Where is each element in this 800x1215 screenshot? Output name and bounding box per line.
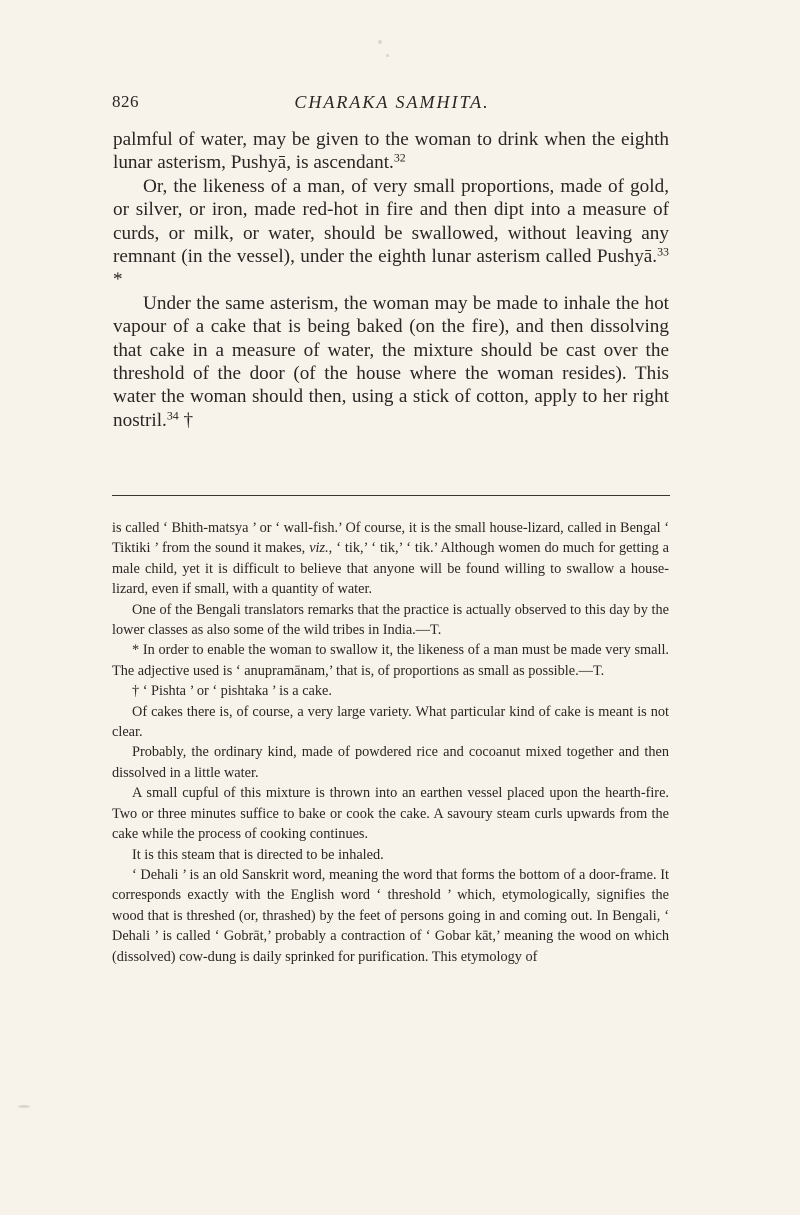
footnote-text: Probably, the ordinary kind, made of powdered rice and cocoanut mixed together and then dissolved in a little water.	[112, 744, 669, 781]
footnote-text: One of the Bengali translators remarks that the practice is actually observed to this day by the lower classes as also some of the wild tribes in India.—T.	[112, 601, 669, 639]
paper-speck	[378, 40, 382, 44]
footnote-text: * In order to enable the woman to swallow it, the likeness of a man must be made very small. The adjective used is ‘ anupramānam,’ that is, of proportions as small as possible.—T.	[112, 642, 669, 679]
footnote-text: It is this steam that is directed to be inhaled.	[132, 846, 384, 863]
paragraph-text: Or, the likeness of a man, of very small proportions, made of gold, or silver, or iron, made red-hot in fire and then dipt into a measure of curds, or milk, or water, should be swallowed, without leaving any remnant (in the vessel), under the eighth lunar asterism called Pushyā.	[113, 175, 669, 268]
footnote-text: Of cakes there is, of course, a very large variety. What particular kind of cake is meant is not clear.	[112, 703, 669, 741]
main-text	[113, 128, 669, 432]
footnote-marker: †	[178, 409, 194, 431]
footnote-separator-rule	[112, 495, 670, 496]
running-title: CHARAKA SAMHITA.	[294, 92, 490, 112]
paper-speck	[386, 54, 389, 57]
footnote-italic-text: viz.	[309, 540, 329, 557]
page-number: 826	[112, 92, 139, 111]
paragraph-text: Under the same asterism, the woman may be made to inhale the hot vapour of a cake that is being baked (on the fire), and then dissolving that cake in a measure of water, the mixture should be cast over the threshold of the door (of the house where the woman resides). This water the woman should then, using a stick of cotton, apply to her right nostril.	[113, 292, 669, 431]
footnote-9	[112, 865, 669, 967]
footnote-text: A small cupful of this mixture is thrown into an earthen vessel placed upon the hearth-fire. Two or three minutes suffice to bake or cook the cake. A savoury steam curls upwards from the cake while the process of cooking continues.	[112, 785, 669, 843]
footnote-text: is called ‘ Bhith-matsya ’ or ‘ wall-fish.’ Of course, it is the small house-lizard, called in Bengal ‘ Tiktiki ’ from the sound it makes,	[112, 520, 669, 557]
reference-number: 32	[393, 150, 406, 165]
footnote-text: , ‘ tik,’ ‘ tik,’ ‘ tik.’ Although women do much for getting a male child, yet it is difficult to believe that anyone will be found willing to swallow a house-lizard, even if small, with a quantity of water.	[112, 540, 670, 598]
footnote-4	[112, 681, 669, 701]
footnote-marker: *	[113, 269, 123, 291]
footnotes	[112, 518, 669, 967]
main-paragraph-3	[113, 292, 669, 432]
paper-speck	[18, 1105, 30, 1108]
footnote-2	[112, 600, 669, 641]
main-paragraph-2	[113, 175, 669, 292]
reference-number: 34	[166, 408, 179, 423]
footnote-5	[112, 702, 669, 743]
footnote-1	[112, 518, 669, 600]
footnote-text: ‘ Dehali ’ is an old Sanskrit word, meaning the word that forms the bottom of a door-frame. It corresponds exactly with the English word ‘ threshold ’ which, etymologically, signifies the wood that is threshed (or, thrashed) by the feet of persons going in and coming out. In Bengali, ‘ Dehali ’ is called ‘ Gobrāt,’ probably a contraction of ‘ Gobar kāt,’ meaning the wood on which (dissolved) cow-dung is daily sprinked for purification. This etymology of	[112, 866, 669, 965]
footnote-7	[112, 783, 669, 844]
reference-number: 33	[657, 244, 669, 259]
footnote-6	[112, 742, 669, 783]
footnote-8	[112, 845, 669, 865]
footnote-3	[112, 640, 669, 681]
main-paragraph-1	[113, 128, 669, 175]
footnote-text: † ‘ Pishta ’ or ‘ pishtaka ’ is a cake.	[132, 683, 332, 700]
paragraph-text: palmful of water, may be given to the woman to drink when the eighth lunar asterism, Pushyā, is ascendant.	[113, 129, 669, 174]
page-header	[112, 92, 672, 122]
